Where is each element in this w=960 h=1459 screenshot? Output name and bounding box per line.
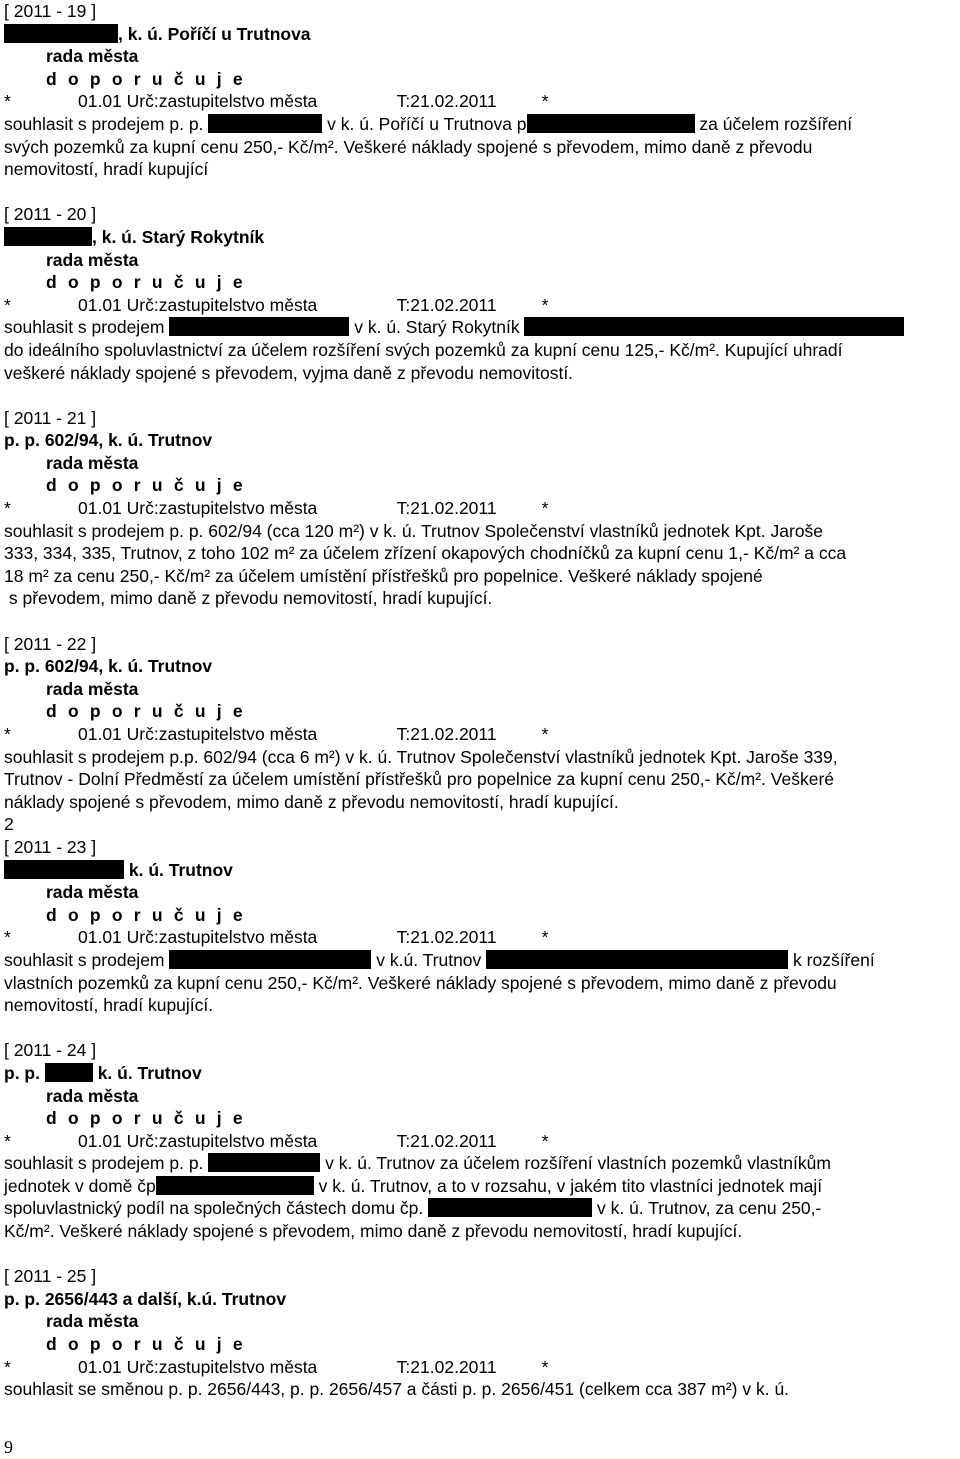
- recommends-label: d o p o r u č u j e: [46, 904, 246, 925]
- resolution-text: spoluvlastnický podíl na společných částech domu čp. v k. ú. Trutnov, za cenu 250,-: [4, 1198, 822, 1219]
- council-label: rada města: [46, 1311, 139, 1332]
- council-label: rada města: [46, 249, 139, 270]
- redaction-block: [4, 24, 118, 43]
- resolution-text: souhlasit se směnou p. p. 2656/443, p. p. 2656/457 a části p. p. 2656/451 (celkem cca 387 m²) v k. ú.: [4, 1379, 790, 1400]
- recommends-label: d o p o r u č u j e: [46, 475, 246, 496]
- resolution-text: svých pozemků za kupní cenu 250,- Kč/m². Veškeré náklady spojené s převodem, mimo daně z převodu: [4, 136, 813, 157]
- redaction-block: [156, 1176, 314, 1195]
- resolution-text: souhlasit s prodejem p. p. 602/94 (cca 120 m²) v k. ú. Trutnov Společenství vlastníků jednotek Kpt. Jaroše: [4, 520, 824, 541]
- resolution-text: veškeré náklady spojené s převodem, vyjma daně z převodu nemovitostí.: [4, 362, 574, 383]
- redaction-block: [208, 114, 322, 133]
- resolution-text: souhlasit s prodejem v k. ú. Starý Rokytník: [4, 316, 956, 339]
- resolution-id: [ 2011 - 23 ]: [4, 836, 97, 857]
- redaction-block: [169, 950, 371, 969]
- resolution-text: 18 m² za cenu 250,- Kč/m² za účelem umístění přístřešků pro popelnice. Veškeré náklady spojené: [4, 565, 763, 586]
- redaction-block: [428, 1198, 592, 1217]
- council-label: rada města: [46, 882, 139, 903]
- page-number: 9: [4, 1437, 13, 1457]
- resolution-title: p. p. 602/94, k. ú. Trutnov: [4, 430, 213, 451]
- redaction-block: [208, 1153, 320, 1172]
- resolution-2011-21: [4, 407, 956, 610]
- redaction-block: [524, 317, 904, 336]
- resolution-id: [ 2011 - 20 ]: [4, 204, 97, 225]
- resolution-2011-25: [4, 1265, 956, 1401]
- resolution-title: p. p. 2656/443 a další, k.ú. Trutnov: [4, 1288, 287, 1309]
- assignment-line: * 01.01 Urč:zastupitelstvo města T:21.02.2011 *: [4, 498, 549, 519]
- recommends-label: d o p o r u č u j e: [46, 1334, 246, 1355]
- redaction-block: [527, 114, 695, 133]
- redaction-block: [4, 860, 124, 879]
- council-label: rada města: [46, 452, 139, 473]
- resolution-2011-24: [4, 1039, 956, 1242]
- resolution-text: s převodem, mimo daně z převodu nemovitostí, hradí kupující.: [4, 588, 493, 609]
- council-label: rada města: [46, 1085, 139, 1106]
- resolution-2011-20: [4, 203, 956, 384]
- council-label: rada města: [46, 678, 139, 699]
- resolution-text: Kč/m². Veškeré náklady spojené s převodem, mimo daně z převodu nemovitostí, hradí kupující.: [4, 1221, 743, 1242]
- resolution-title: k. ú. Trutnov: [4, 859, 956, 882]
- resolution-id: [ 2011 - 25 ]: [4, 1266, 97, 1287]
- resolution-text: souhlasit s prodejem p. p. v k. ú. Trutnov za účelem rozšíření vlastních pozemků vlastníkům: [4, 1153, 831, 1174]
- assignment-line: * 01.01 Urč:zastupitelstvo města T:21.02.2011 *: [4, 91, 549, 112]
- resolution-text: vlastních pozemků za kupní cenu 250,- Kč/m². Veškeré náklady spojené s převodem, mimo daně z převodu: [4, 972, 837, 993]
- redaction-block: [169, 317, 349, 336]
- resolution-text: náklady spojené s převodem, mimo daně z převodu nemovitostí, hradí kupující.: [4, 791, 619, 812]
- resolution-text: nemovitostí, hradí kupující.: [4, 995, 214, 1016]
- assignment-line: * 01.01 Urč:zastupitelstvo města T:21.02.2011 *: [4, 927, 549, 948]
- resolution-2011-22: [4, 633, 956, 836]
- resolution-id: [ 2011 - 24 ]: [4, 1040, 97, 1061]
- assignment-line: * 01.01 Urč:zastupitelstvo města T:21.02.2011 *: [4, 724, 549, 744]
- redaction-block: [45, 1063, 93, 1082]
- resolution-2011-23: [4, 836, 956, 1017]
- resolution-text: souhlasit s prodejem v k.ú. Trutnov k rozšíření: [4, 949, 875, 970]
- document-page: [4, 0, 956, 1401]
- resolution-text: 333, 334, 335, Trutnov, z toho 102 m² za účelem zřízení okapových chodníčků za kupní cenu 1,- Kč/m² a cca: [4, 543, 847, 564]
- resolution-text: do ideálního spoluvlastnictví za účelem rozšíření svých pozemků za kupní cenu 125,- Kč/m². Kupující uhradí: [4, 339, 843, 360]
- recommends-label: d o p o r u č u j e: [46, 68, 246, 89]
- resolution-id: [ 2011 - 19 ]: [4, 1, 97, 21]
- redaction-block: [486, 950, 788, 969]
- resolution-id: [ 2011 - 21 ]: [4, 407, 97, 428]
- resolution-title: p. p. 602/94, k. ú. Trutnov: [4, 656, 213, 677]
- resolution-text: jednotek v domě čp v k. ú. Trutnov, a to v rozsahu, v jakém tito vlastníci jednotek mají: [4, 1175, 823, 1196]
- resolution-2011-19: [4, 0, 956, 181]
- recommends-label: d o p o r u č u j e: [46, 701, 246, 722]
- assignment-line: * 01.01 Urč:zastupitelstvo města T:21.02.2011 *: [4, 294, 549, 315]
- resolution-title: p. p. k. ú. Trutnov: [4, 1062, 202, 1083]
- assignment-line: * 01.01 Urč:zastupitelstvo města T:21.02.2011 *: [4, 1130, 549, 1151]
- resolution-title: , k. ú. Poříčí u Trutnova: [4, 23, 956, 46]
- resolution-text: souhlasit s prodejem p. p. v k. ú. Poříčí u Trutnova p za účelem rozšíření: [4, 113, 853, 134]
- assignment-line: * 01.01 Urč:zastupitelstvo města T:21.02.2011 *: [4, 1356, 549, 1377]
- recommends-label: d o p o r u č u j e: [46, 1108, 246, 1129]
- stray-number: 2: [4, 814, 14, 835]
- recommends-label: d o p o r u č u j e: [46, 272, 246, 293]
- resolution-title: , k. ú. Starý Rokytník: [4, 226, 956, 249]
- resolution-text: Trutnov - Dolní Předměstí za účelem umístění přístřešků pro popelnice za kupní cenu 250,- Kč/m². Veškeré: [4, 769, 835, 790]
- redaction-block: [4, 227, 92, 246]
- resolution-text: nemovitostí, hradí kupující: [4, 159, 209, 180]
- resolution-text: souhlasit s prodejem p.p. 602/94 (cca 6 m²) v k. ú. Trutnov Společenství vlastníků jednotek Kpt. Jaroše 339,: [4, 746, 838, 767]
- council-label: rada města: [46, 46, 139, 67]
- resolution-id: [ 2011 - 22 ]: [4, 633, 97, 654]
